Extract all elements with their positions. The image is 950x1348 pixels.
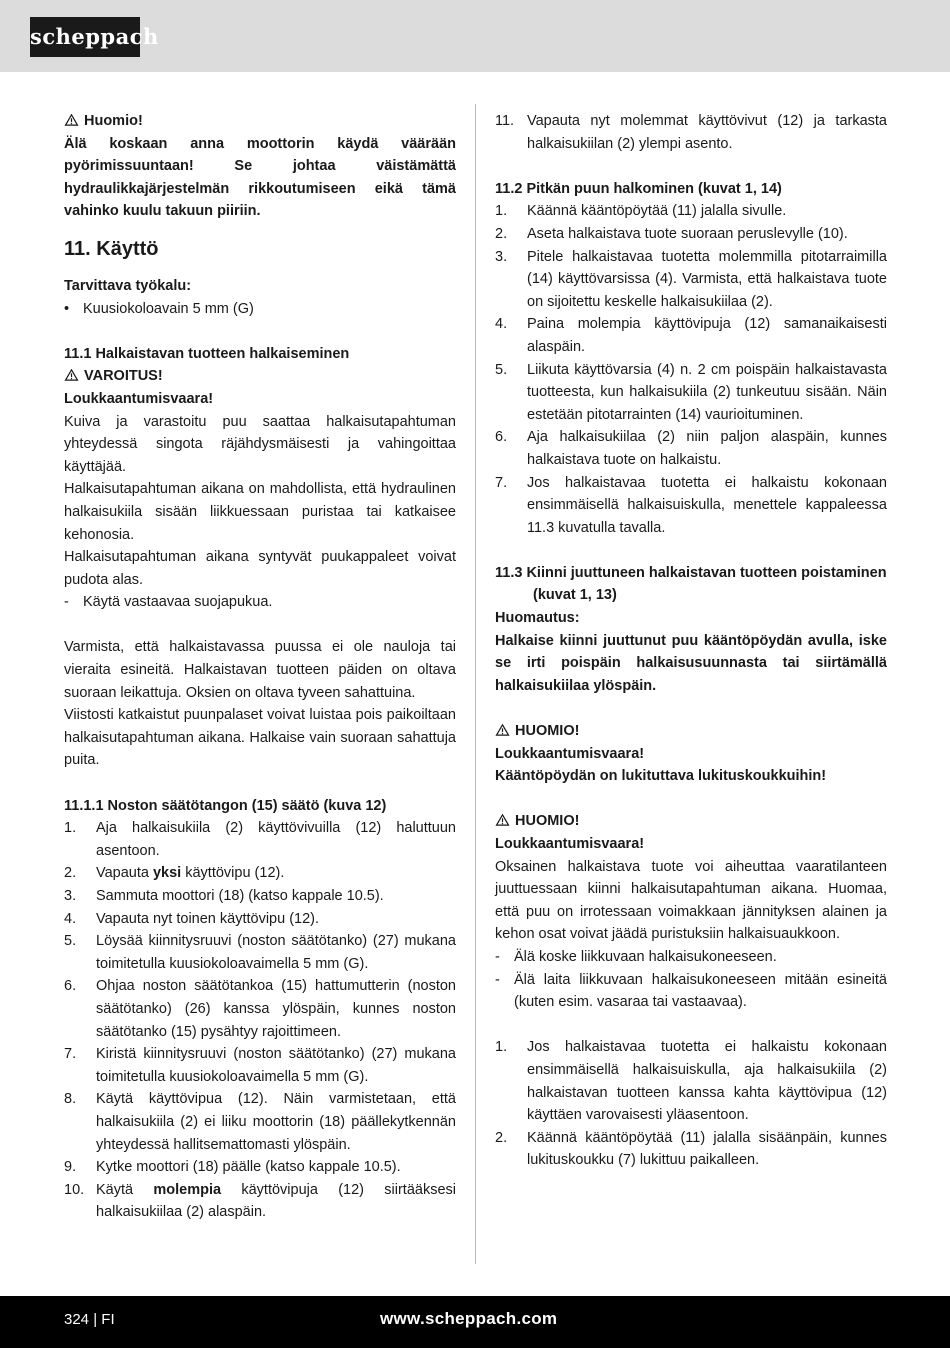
warning-subtitle: Loukkaantumisvaara! <box>64 390 214 407</box>
warning-triangle-icon <box>495 724 510 736</box>
caution-title: HUOMIO! <box>515 813 580 830</box>
caution-title: HUOMIO! <box>515 723 580 740</box>
left-column <box>64 110 456 1224</box>
column-divider <box>475 104 476 1264</box>
step-item: 4. Vapauta nyt toinen käyttövipu (12). <box>64 910 320 927</box>
step-item: 2. Käännä kääntöpöytää (11) jalalla sisäänpäin, kunnes lukituskoukku (7) lukittuu paikalleen. <box>495 1129 887 1169</box>
bullet-icon: • <box>64 300 70 317</box>
step-item: 11. Vapauta nyt molemmat käyttövivut (12) ja tarkasta halkaisukiilan (2) ylempi asento. <box>495 113 887 152</box>
page-header <box>0 0 950 72</box>
step-item: 3. Sammuta moottori (18) (katso kappale 10.5). <box>64 888 384 904</box>
tool-list-item: • Kuusiokoloavain 5 mm (G) <box>64 298 456 321</box>
step-item: 2. Aseta halkaistava tuote suoraan peruslevylle (10). <box>495 225 848 242</box>
caution-text: Oksainen halkaistava tuote voi aiheuttaa vaaratilanteen juuttuessaan kiinni halkaisutapahtuman aikana. Huomaa, että puu on irrotessaan voimakkaan jännityksen alainen ja kehon osat voivat jäädä puristuksiin halkaisuaukkoon. <box>495 858 887 943</box>
warning-triangle-icon <box>495 814 510 826</box>
paragraph: Kuiva ja varastoitu puu saattaa halkaisutapahtuman yhteydessä singota räjähdysmäisesti ja vahingoittaa käyttäjää. <box>64 413 456 475</box>
page-footer <box>0 1296 950 1348</box>
subsection-heading: 11.3 Kiinni juuttuneen halkaistavan tuotteen poistaminen (kuvat 1, 13) <box>495 564 887 604</box>
step-item: 10. Käytä molempia käyttövipuja (12) siirtääksesi halkaisukiilaa (2) alaspäin. <box>64 1181 456 1221</box>
note-text: Halkaise kiinni juuttunut puu kääntöpöydän avulla, iske se irti poispäin halkaisusuunnasta tai siirtämällä halkaisukiilaa ylöspäin. <box>495 632 887 694</box>
step-item: 6. Aja halkaisukiilaa (2) niin paljon alaspäin, kunnes halkaistava tuote on halkaistu. <box>495 429 887 468</box>
step-item: 7. Jos halkaistavaa tuotetta ei halkaistu kokonaan ensimmäisellä halkaisuiskulla, menettele kappaleessa 11.3 kuvatulla tavalla. <box>495 474 887 536</box>
caution-heading <box>64 110 456 133</box>
step-item: 8. Käytä käyttövipua (12). Näin varmistetaan, että halkaisukiila (2) ei liiku moottorin (18) päällekytkennän yhteydessä hallitsemattomasti ylöspäin. <box>64 1091 456 1153</box>
caution-text: Älä koskaan anna moottorin käydä väärään pyörimissuuntaan! Se johtaa väistämättä hydraulikkajärjestelmän rikkoutumiseen eikä tämä vahinko kuulu takuun piiriin. <box>64 135 456 220</box>
step-item: 1. Aja halkaisukiila (2) käyttövivuilla (12) haluttuun asentoon. <box>64 820 456 859</box>
paragraph: Halkaisutapahtuman aikana on mahdollista, että hydraulinen halkaisukiila sisään liikkuessaan puristaa tai katkaisee kehonosia. <box>64 481 456 543</box>
note-label: Huomautus: <box>495 610 580 627</box>
caution-title: Huomio! <box>84 113 143 129</box>
subsection-heading: 11.2 Pitkän puun halkominen (kuvat 1, 14) <box>495 180 782 197</box>
dash-marker: - <box>495 971 500 988</box>
warning-triangle-icon <box>64 369 79 381</box>
warning-heading <box>64 365 456 388</box>
dash-list-item: - Älä koske liikkuvaan halkaisukoneeseen. <box>495 946 887 969</box>
step-item: 1. Käännä kääntöpöytää (11) jalalla sivulle. <box>495 203 787 220</box>
dash-marker: - <box>64 594 69 611</box>
caution-subtitle: Loukkaantumisvaara! <box>495 836 645 852</box>
step-item: 3. Pitele halkaistavaa tuotetta molemmilla pitotarraimilla (14) käyttövarsissa (4). Varmista, että halkaistava tuote on sijoitettu keskelle halkaisukiilaa (2). <box>495 248 887 310</box>
caution-subtitle: Loukkaantumisvaara! <box>495 745 645 762</box>
website-link[interactable]: www.scheppach.com <box>380 1309 558 1328</box>
paragraph: Halkaisutapahtuman aikana syntyvät puukappaleet voivat pudota alas. <box>64 549 456 588</box>
page-number: 324 | FI <box>64 1311 115 1328</box>
section-title: 11. Käyttö <box>64 237 159 260</box>
dash-list-item: - Käytä vastaavaa suojapukua. <box>64 591 456 614</box>
warning-title: VAROITUS! <box>84 368 163 385</box>
warning-triangle-icon <box>64 114 79 126</box>
caution-text: Kääntöpöydän on lukituttava lukituskoukkuihin! <box>495 768 827 785</box>
subsubsection-heading: 11.1.1 Noston säätötangon (15) säätö (kuva 12) <box>64 797 387 814</box>
step-item: 9. Kytke moottori (18) päälle (katso kappale 10.5). <box>64 1159 401 1176</box>
subsection-heading: 11.1 Halkaistavan tuotteen halkaiseminen <box>64 345 350 362</box>
step-item: 1. Jos halkaistavaa tuotetta ei halkaistu kokonaan ensimmäisellä halkaisuiskulla, aja halkaisukiila (2) halkaistavan tuotteen kanssa kahta käyttövipua (12) käyttäen varovaisesti yläasentoon. <box>495 1039 887 1124</box>
dash-list-item: - Älä laita liikkuvaan halkaisukoneeseen mitään esineitä (kuten esim. vasaraa tai vastaavaa). <box>495 969 887 1014</box>
tools-label: Tarvittava työkalu: <box>64 277 192 294</box>
caution-heading <box>495 720 887 743</box>
caution-heading <box>495 810 887 833</box>
step-item: 7. Kiristä kiinnitysruuvi (noston säätötanko) (27) mukana toimitetulla kuusiokoloavaimella 5 mm (G). <box>64 1046 456 1085</box>
scheppach-logo: scheppach <box>30 17 140 57</box>
step-item: 5. Liikuta käyttövarsia (4) n. 2 cm poispäin halkaistavasta tuotteesta, kun halkaisukiila (2) tunkeutuu sisään. Näin estetään pitotarrainten (14) vaurioituminen. <box>495 361 887 423</box>
step-item: 6. Ohjaa noston säätötankoa (15) hattumutterin (noston säätötanko) (26) kanssa ylöspäin, kunnes noston säätötanko (15) pysähtyy rajoittimeen. <box>64 978 456 1040</box>
step-item: 5. Löysää kiinnitysruuvi (noston säätötanko) (27) mukana toimitetulla kuusiokoloavaimella 5 mm (G). <box>64 933 456 972</box>
paragraph: Varmista, että halkaistavassa puussa ei ole nauloja tai vieraita esineitä. Halkaistavan tuotteen päiden on oltava suoraan leikattuja. Oksien on oltava tyveen sahattuina. <box>64 639 456 701</box>
dash-marker: - <box>495 948 500 965</box>
step-item: 4. Paina molempia käyttövipuja (12) samanaikaisesti alaspäin. <box>495 316 887 355</box>
paragraph: Viistosti katkaistut puunpalaset voivat luistaa pois paikoiltaan halkaisutapahtuman aikana. Halkaise vain suoraan sahattuja puita. <box>64 707 456 769</box>
right-column <box>495 110 887 1172</box>
step-item: 2. Vapauta yksi käyttövipu (12). <box>64 865 285 882</box>
